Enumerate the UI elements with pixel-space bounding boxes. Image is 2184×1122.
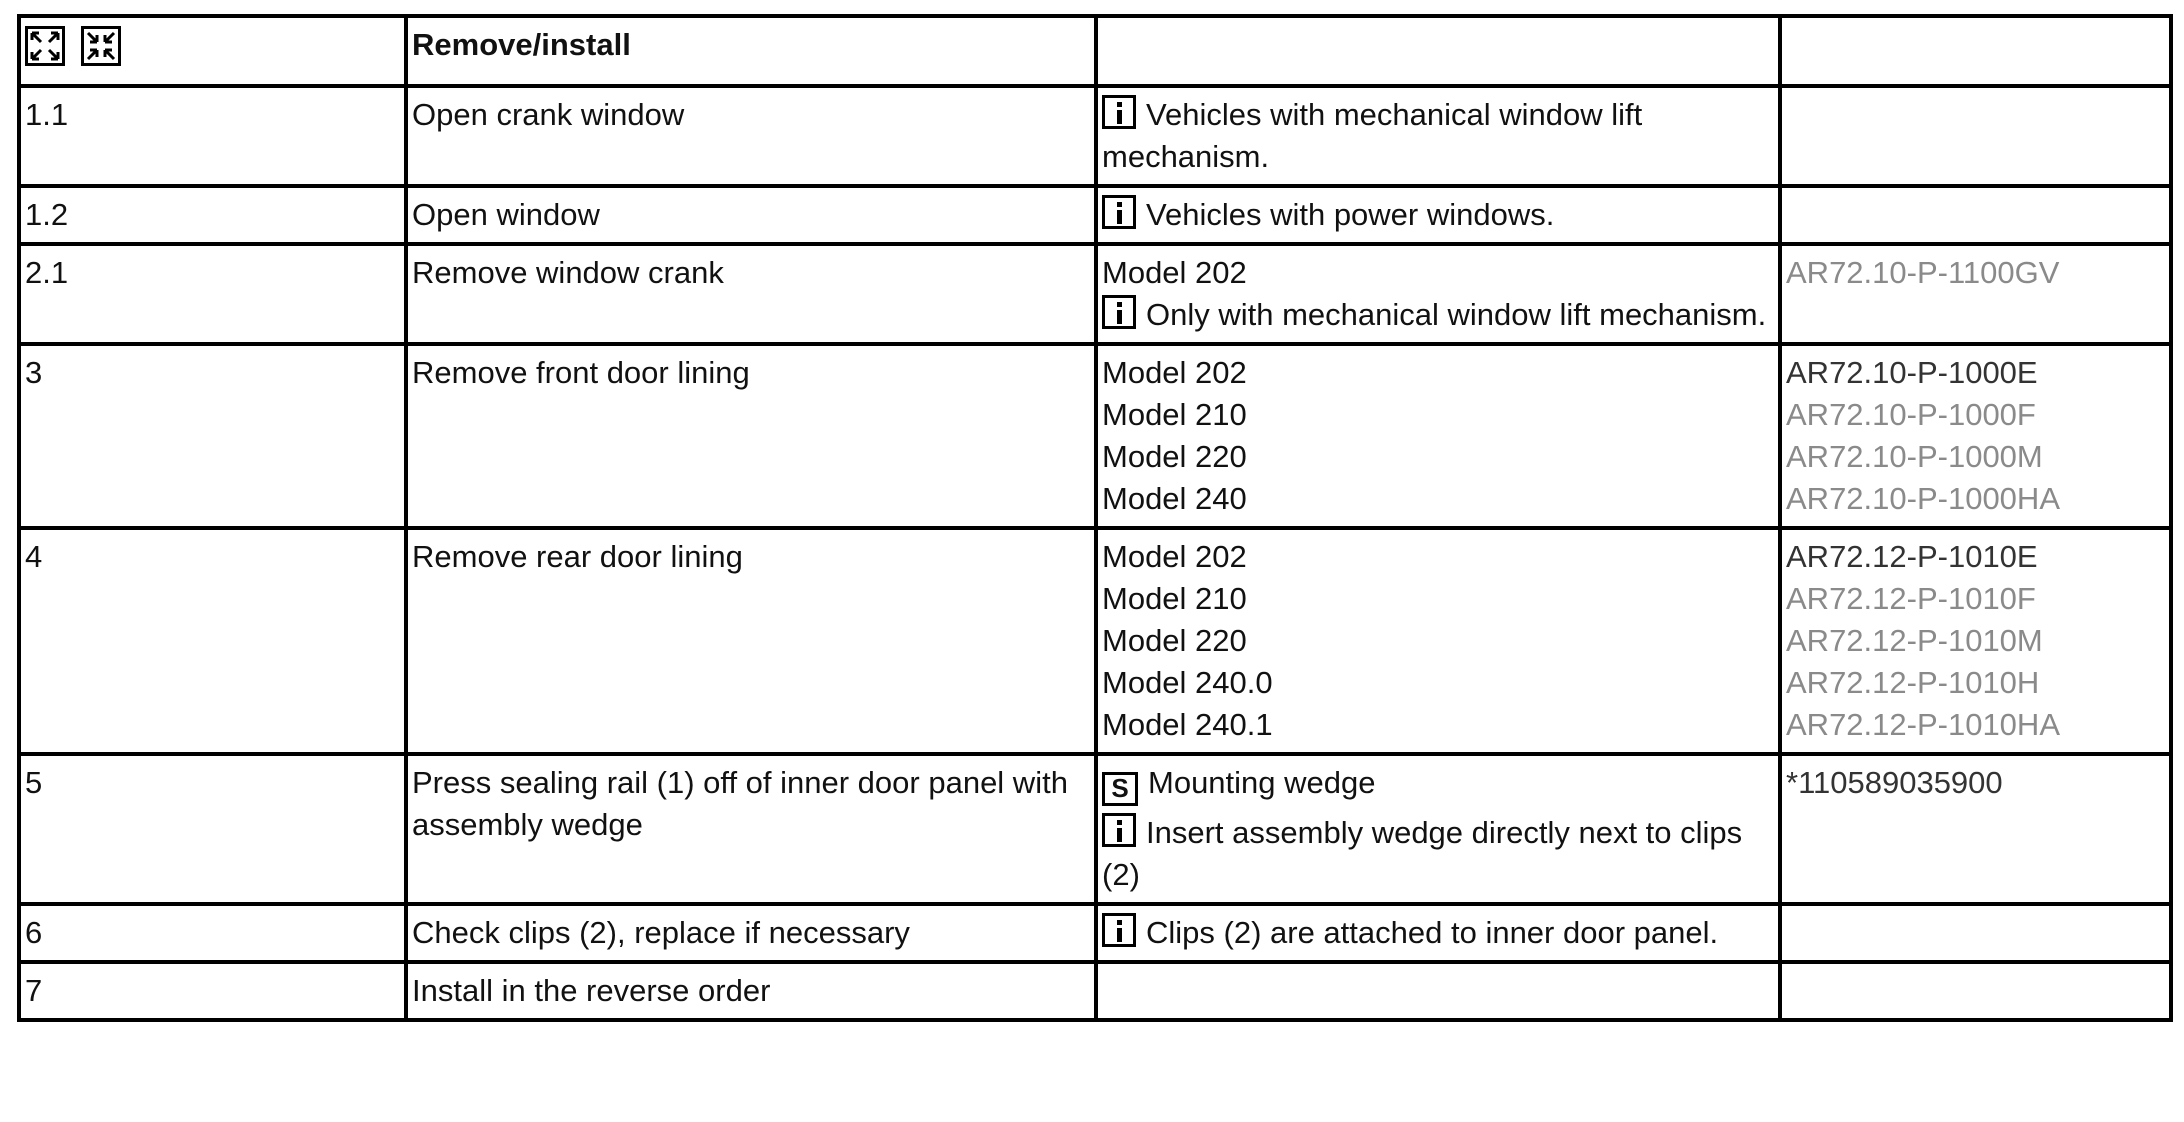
step-action: Check clips (2), replace if necessary bbox=[406, 904, 1096, 962]
info-icon bbox=[1102, 295, 1136, 329]
step-reference bbox=[1780, 86, 2171, 186]
table-row bbox=[19, 86, 2171, 186]
table-row bbox=[19, 186, 2171, 244]
info-icon bbox=[1102, 913, 1136, 947]
step-action: Press sealing rail (1) off of inner door panel with assembly wedge bbox=[406, 754, 1096, 904]
info-text: Only with mechanical window lift mechanism. bbox=[1146, 297, 1767, 332]
reference-link[interactable]: AR72.10-P-1000HA bbox=[1786, 481, 2060, 516]
header-empty-cell bbox=[1780, 16, 2171, 86]
step-action: Remove window crank bbox=[406, 244, 1096, 344]
table-row bbox=[19, 754, 2171, 904]
model-label: Model 202 bbox=[1102, 255, 1247, 290]
procedure-table bbox=[17, 14, 2173, 1022]
step-number: 6 bbox=[19, 904, 406, 962]
tool-text: Mounting wedge bbox=[1148, 765, 1376, 800]
step-number: 1.2 bbox=[19, 186, 406, 244]
part-number: *110589035900 bbox=[1786, 765, 2003, 800]
step-reference bbox=[1780, 904, 2171, 962]
model-label: Model 210 bbox=[1102, 397, 1247, 432]
step-reference bbox=[1780, 186, 2171, 244]
step-action: Open crank window bbox=[406, 86, 1096, 186]
reference-link[interactable]: AR72.10-P-1000E bbox=[1786, 355, 2038, 390]
step-number: 1.1 bbox=[19, 86, 406, 186]
step-number: 7 bbox=[19, 962, 406, 1020]
step-notes bbox=[1096, 962, 1780, 1020]
header-empty-cell bbox=[1096, 16, 1780, 86]
step-number: 3 bbox=[19, 344, 406, 528]
info-text: Vehicles with mechanical window lift mechanism. bbox=[1102, 97, 1643, 174]
step-reference bbox=[1780, 344, 2171, 528]
step-reference bbox=[1780, 962, 2171, 1020]
step-notes bbox=[1096, 528, 1780, 754]
model-label: Model 202 bbox=[1102, 539, 1247, 574]
table-row bbox=[19, 904, 2171, 962]
step-notes bbox=[1096, 904, 1780, 962]
model-label: Model 210 bbox=[1102, 581, 1247, 616]
info-icon bbox=[1102, 813, 1136, 847]
step-number: 4 bbox=[19, 528, 406, 754]
step-notes bbox=[1096, 244, 1780, 344]
step-action: Remove front door lining bbox=[406, 344, 1096, 528]
header-title: Remove/install bbox=[406, 16, 1096, 86]
info-text: Clips (2) are attached to inner door panel. bbox=[1146, 915, 1719, 950]
table-row bbox=[19, 962, 2171, 1020]
reference-link[interactable]: AR72.12-P-1010F bbox=[1786, 581, 2036, 616]
step-number: 2.1 bbox=[19, 244, 406, 344]
info-icon bbox=[1102, 95, 1136, 129]
step-notes bbox=[1096, 86, 1780, 186]
step-reference bbox=[1780, 754, 2171, 904]
model-label: Model 220 bbox=[1102, 623, 1247, 658]
info-text: Insert assembly wedge directly next to clips (2) bbox=[1102, 815, 1743, 892]
model-label: Model 220 bbox=[1102, 439, 1247, 474]
reference-link[interactable]: AR72.12-P-1010H bbox=[1786, 665, 2040, 700]
info-icon bbox=[1102, 195, 1136, 229]
step-reference bbox=[1780, 528, 2171, 754]
reference-link[interactable]: AR72.10-P-1100GV bbox=[1786, 255, 2060, 290]
step-action: Remove rear door lining bbox=[406, 528, 1096, 754]
model-label: Model 240.1 bbox=[1102, 707, 1273, 742]
step-notes bbox=[1096, 186, 1780, 244]
table-row bbox=[19, 344, 2171, 528]
header-row bbox=[19, 16, 2171, 86]
model-label: Model 240 bbox=[1102, 481, 1247, 516]
info-text: Vehicles with power windows. bbox=[1146, 197, 1555, 232]
model-label: Model 240.0 bbox=[1102, 665, 1273, 700]
table-row bbox=[19, 244, 2171, 344]
step-reference bbox=[1780, 244, 2171, 344]
reference-link[interactable]: AR72.12-P-1010E bbox=[1786, 539, 2038, 574]
step-action: Install in the reverse order bbox=[406, 962, 1096, 1020]
reference-link[interactable]: AR72.12-P-1010HA bbox=[1786, 707, 2060, 742]
step-number: 5 bbox=[19, 754, 406, 904]
reference-link[interactable]: AR72.10-P-1000F bbox=[1786, 397, 2036, 432]
model-label: Model 202 bbox=[1102, 355, 1247, 390]
reference-link[interactable]: AR72.12-P-1010M bbox=[1786, 623, 2043, 658]
step-notes bbox=[1096, 754, 1780, 904]
tool-icon: S bbox=[1102, 772, 1138, 806]
collapse-icon[interactable] bbox=[81, 26, 121, 66]
expand-icon[interactable] bbox=[25, 26, 65, 66]
reference-link[interactable]: AR72.10-P-1000M bbox=[1786, 439, 2043, 474]
step-notes bbox=[1096, 344, 1780, 528]
table-row bbox=[19, 528, 2171, 754]
header-icons-cell bbox=[19, 16, 406, 86]
step-action: Open window bbox=[406, 186, 1096, 244]
